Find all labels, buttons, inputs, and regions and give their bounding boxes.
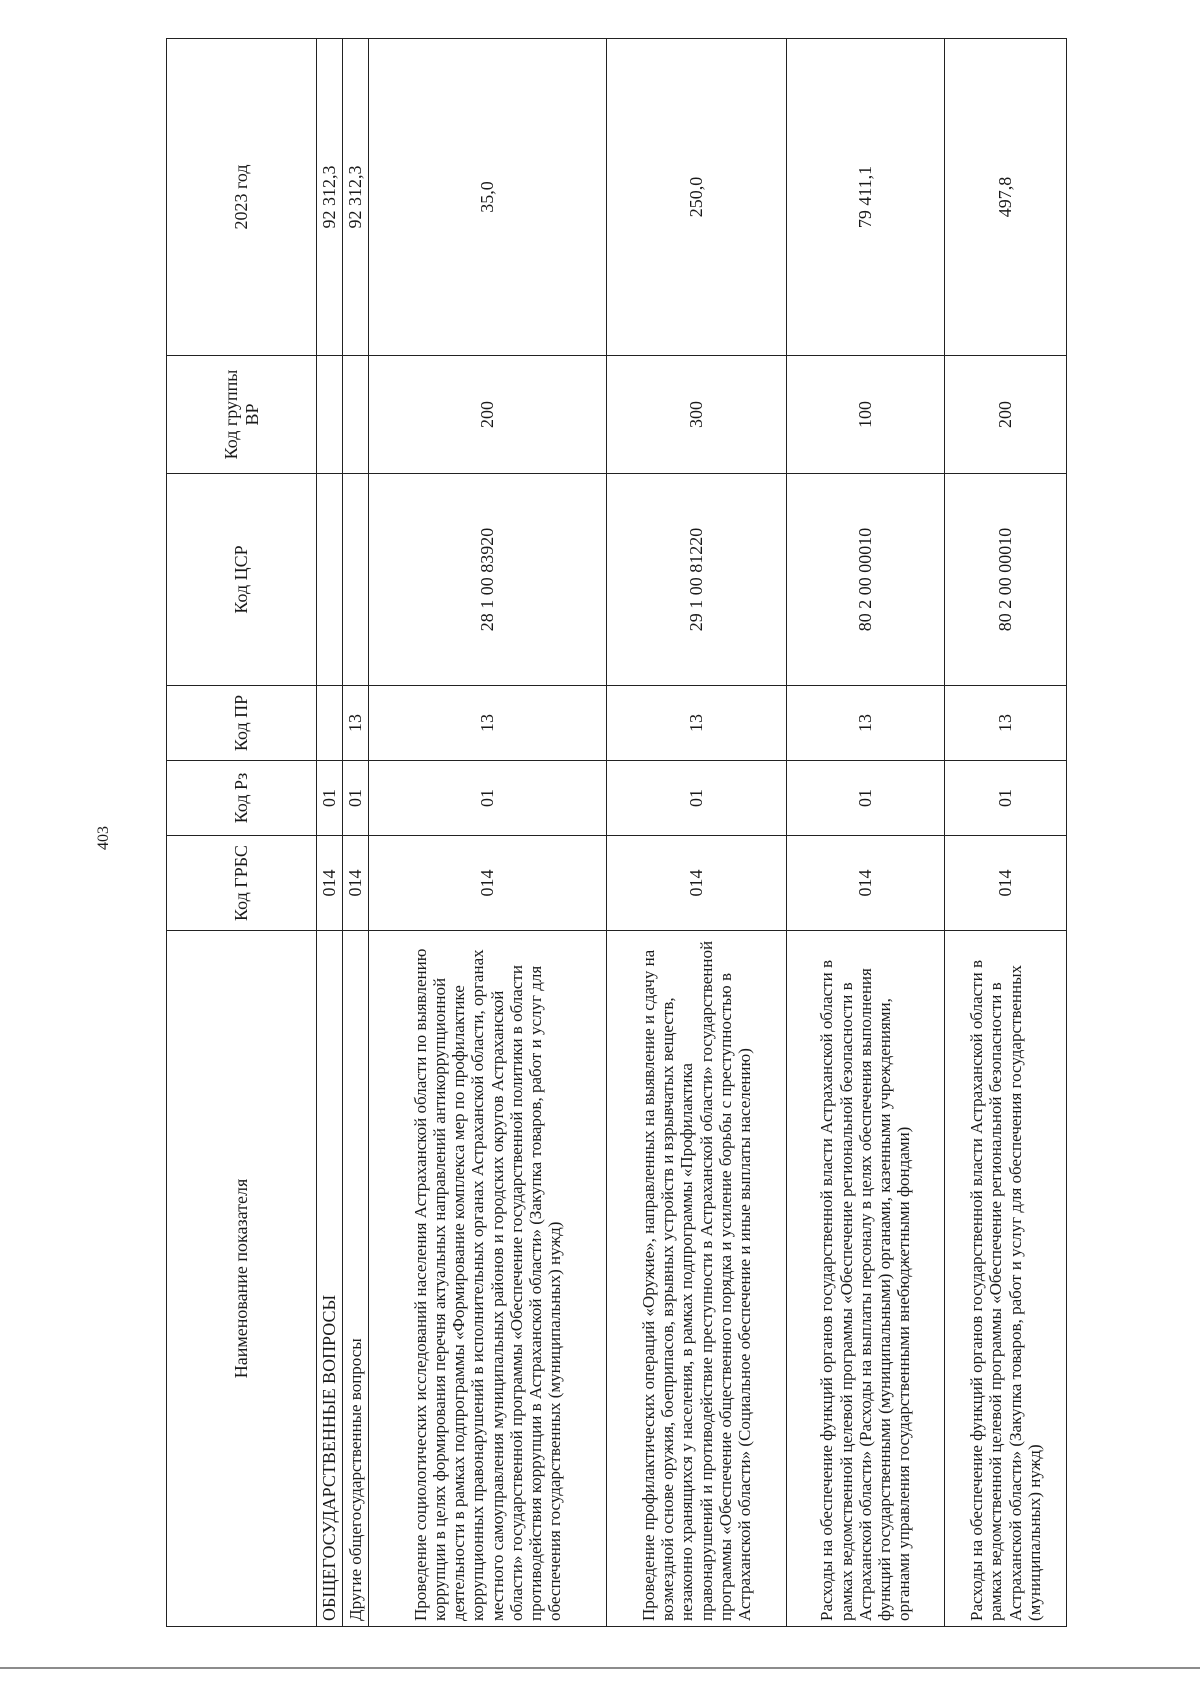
row-pr: 13 [343, 686, 369, 761]
row-name: Другие общегосударственные вопросы [343, 931, 369, 1627]
header-pr: Код ПР [167, 686, 317, 761]
row-rz: 01 [607, 761, 787, 836]
row-grbs: 014 [607, 836, 787, 931]
row-pr: 13 [607, 686, 787, 761]
row-name: Проведение социологических исследований населения Астраханской области по выявлению коррупции в целях формирования перечня актуальных направлений антикоррупционной деятельности в рамках подпрограммы «Формирование комплекса мер по профилактике коррупционных правонарушений в исполнительных органах Астраханской области, органах местного самоуправления муниципальных районов и городских округов Астраханской области» государственной программы «Обеспечение государственной политики в области противодействия коррупции в Астраханской области» (Закупка товаров, работ и услуг для обеспечения государственных (муниципальных) нужд) [369, 931, 607, 1627]
row-amount: 92 312,3 [317, 39, 343, 356]
budget-table [166, 38, 1067, 1627]
table-header-row [167, 39, 317, 1627]
table-row [945, 39, 1067, 1627]
row-csr: 80 2 00 00010 [945, 474, 1067, 686]
row-grbs: 014 [369, 836, 607, 931]
row-grbs: 014 [787, 836, 945, 931]
row-grbs: 014 [317, 836, 343, 931]
row-csr: 80 2 00 00010 [787, 474, 945, 686]
table-row [343, 39, 369, 1627]
row-name: Расходы на обеспечение функций органов государственной власти Астраханской области в рамках ведомственной целевой программы «Обеспечение региональной безопасности в Астраханской области» (Расходы на выплаты персоналу в целях обеспечения выполнения функций государственными (муниципальными) органами, казенными учреждениями, органами управления государственными внебюджетными фондами) [787, 931, 945, 1627]
header-grbs: Код ГРБС [167, 836, 317, 931]
budget-table-frame [166, 39, 1066, 1627]
row-pr: 13 [787, 686, 945, 761]
row-rz: 01 [317, 761, 343, 836]
table-row [787, 39, 945, 1627]
header-rz: Код Рз [167, 761, 317, 836]
row-name: Расходы на обеспечение функций органов государственной власти Астраханской области в рамках ведомственной целевой программы «Обеспечение региональной безопасности в Астраханской области» (Закупка товаров, работ и услуг для обеспечения государственных (муниципальных) нужд) [945, 931, 1067, 1627]
row-pr: 13 [369, 686, 607, 761]
row-amount: 250,0 [607, 39, 787, 356]
row-amount: 79 411,1 [787, 39, 945, 356]
row-csr [317, 474, 343, 686]
rotated-table-wrapper [166, 39, 1066, 1627]
row-rz: 01 [343, 761, 369, 836]
row-name: Проведение профилактических операций «Оружие», направленных на выявление и сдачу на возмездной основе оружия, боеприпасов, взрывных устройств и взрывчатых веществ, незаконно хранящихся у населения, в рамках подпрограммы «Профилактика правонарушений и противодействие преступности в Астраханской области» государственной программы «Обеспечение общественного порядка и усиление борьбы с преступностью в Астраханской области» (Социальное обеспечение и иные выплаты населению) [607, 931, 787, 1627]
row-vr: 200 [369, 356, 607, 474]
header-vr: Код группы ВР [167, 356, 317, 474]
row-rz: 01 [945, 761, 1067, 836]
row-pr [317, 686, 343, 761]
row-csr [343, 474, 369, 686]
row-csr: 28 1 00 83920 [369, 474, 607, 686]
row-rz: 01 [787, 761, 945, 836]
scan-bottom-edge [0, 1667, 1200, 1669]
header-year: 2023 год [167, 39, 317, 356]
row-amount: 497,8 [945, 39, 1067, 356]
row-grbs: 014 [945, 836, 1067, 931]
row-amount: 35,0 [369, 39, 607, 356]
row-vr [343, 356, 369, 474]
row-amount: 92 312,3 [343, 39, 369, 356]
table-row [369, 39, 607, 1627]
row-name: ОБЩЕГОСУДАРСТВЕННЫЕ ВОПРОСЫ [317, 931, 343, 1627]
row-rz: 01 [369, 761, 607, 836]
table-row [607, 39, 787, 1627]
row-vr: 200 [945, 356, 1067, 474]
row-pr: 13 [945, 686, 1067, 761]
header-csr: Код ЦСР [167, 474, 317, 686]
page-number: 403 [95, 826, 112, 850]
row-vr: 300 [607, 356, 787, 474]
row-vr [317, 356, 343, 474]
header-name: Наименование показателя [167, 931, 317, 1627]
row-csr: 29 1 00 81220 [607, 474, 787, 686]
row-vr: 100 [787, 356, 945, 474]
table-row [317, 39, 343, 1627]
row-grbs: 014 [343, 836, 369, 931]
